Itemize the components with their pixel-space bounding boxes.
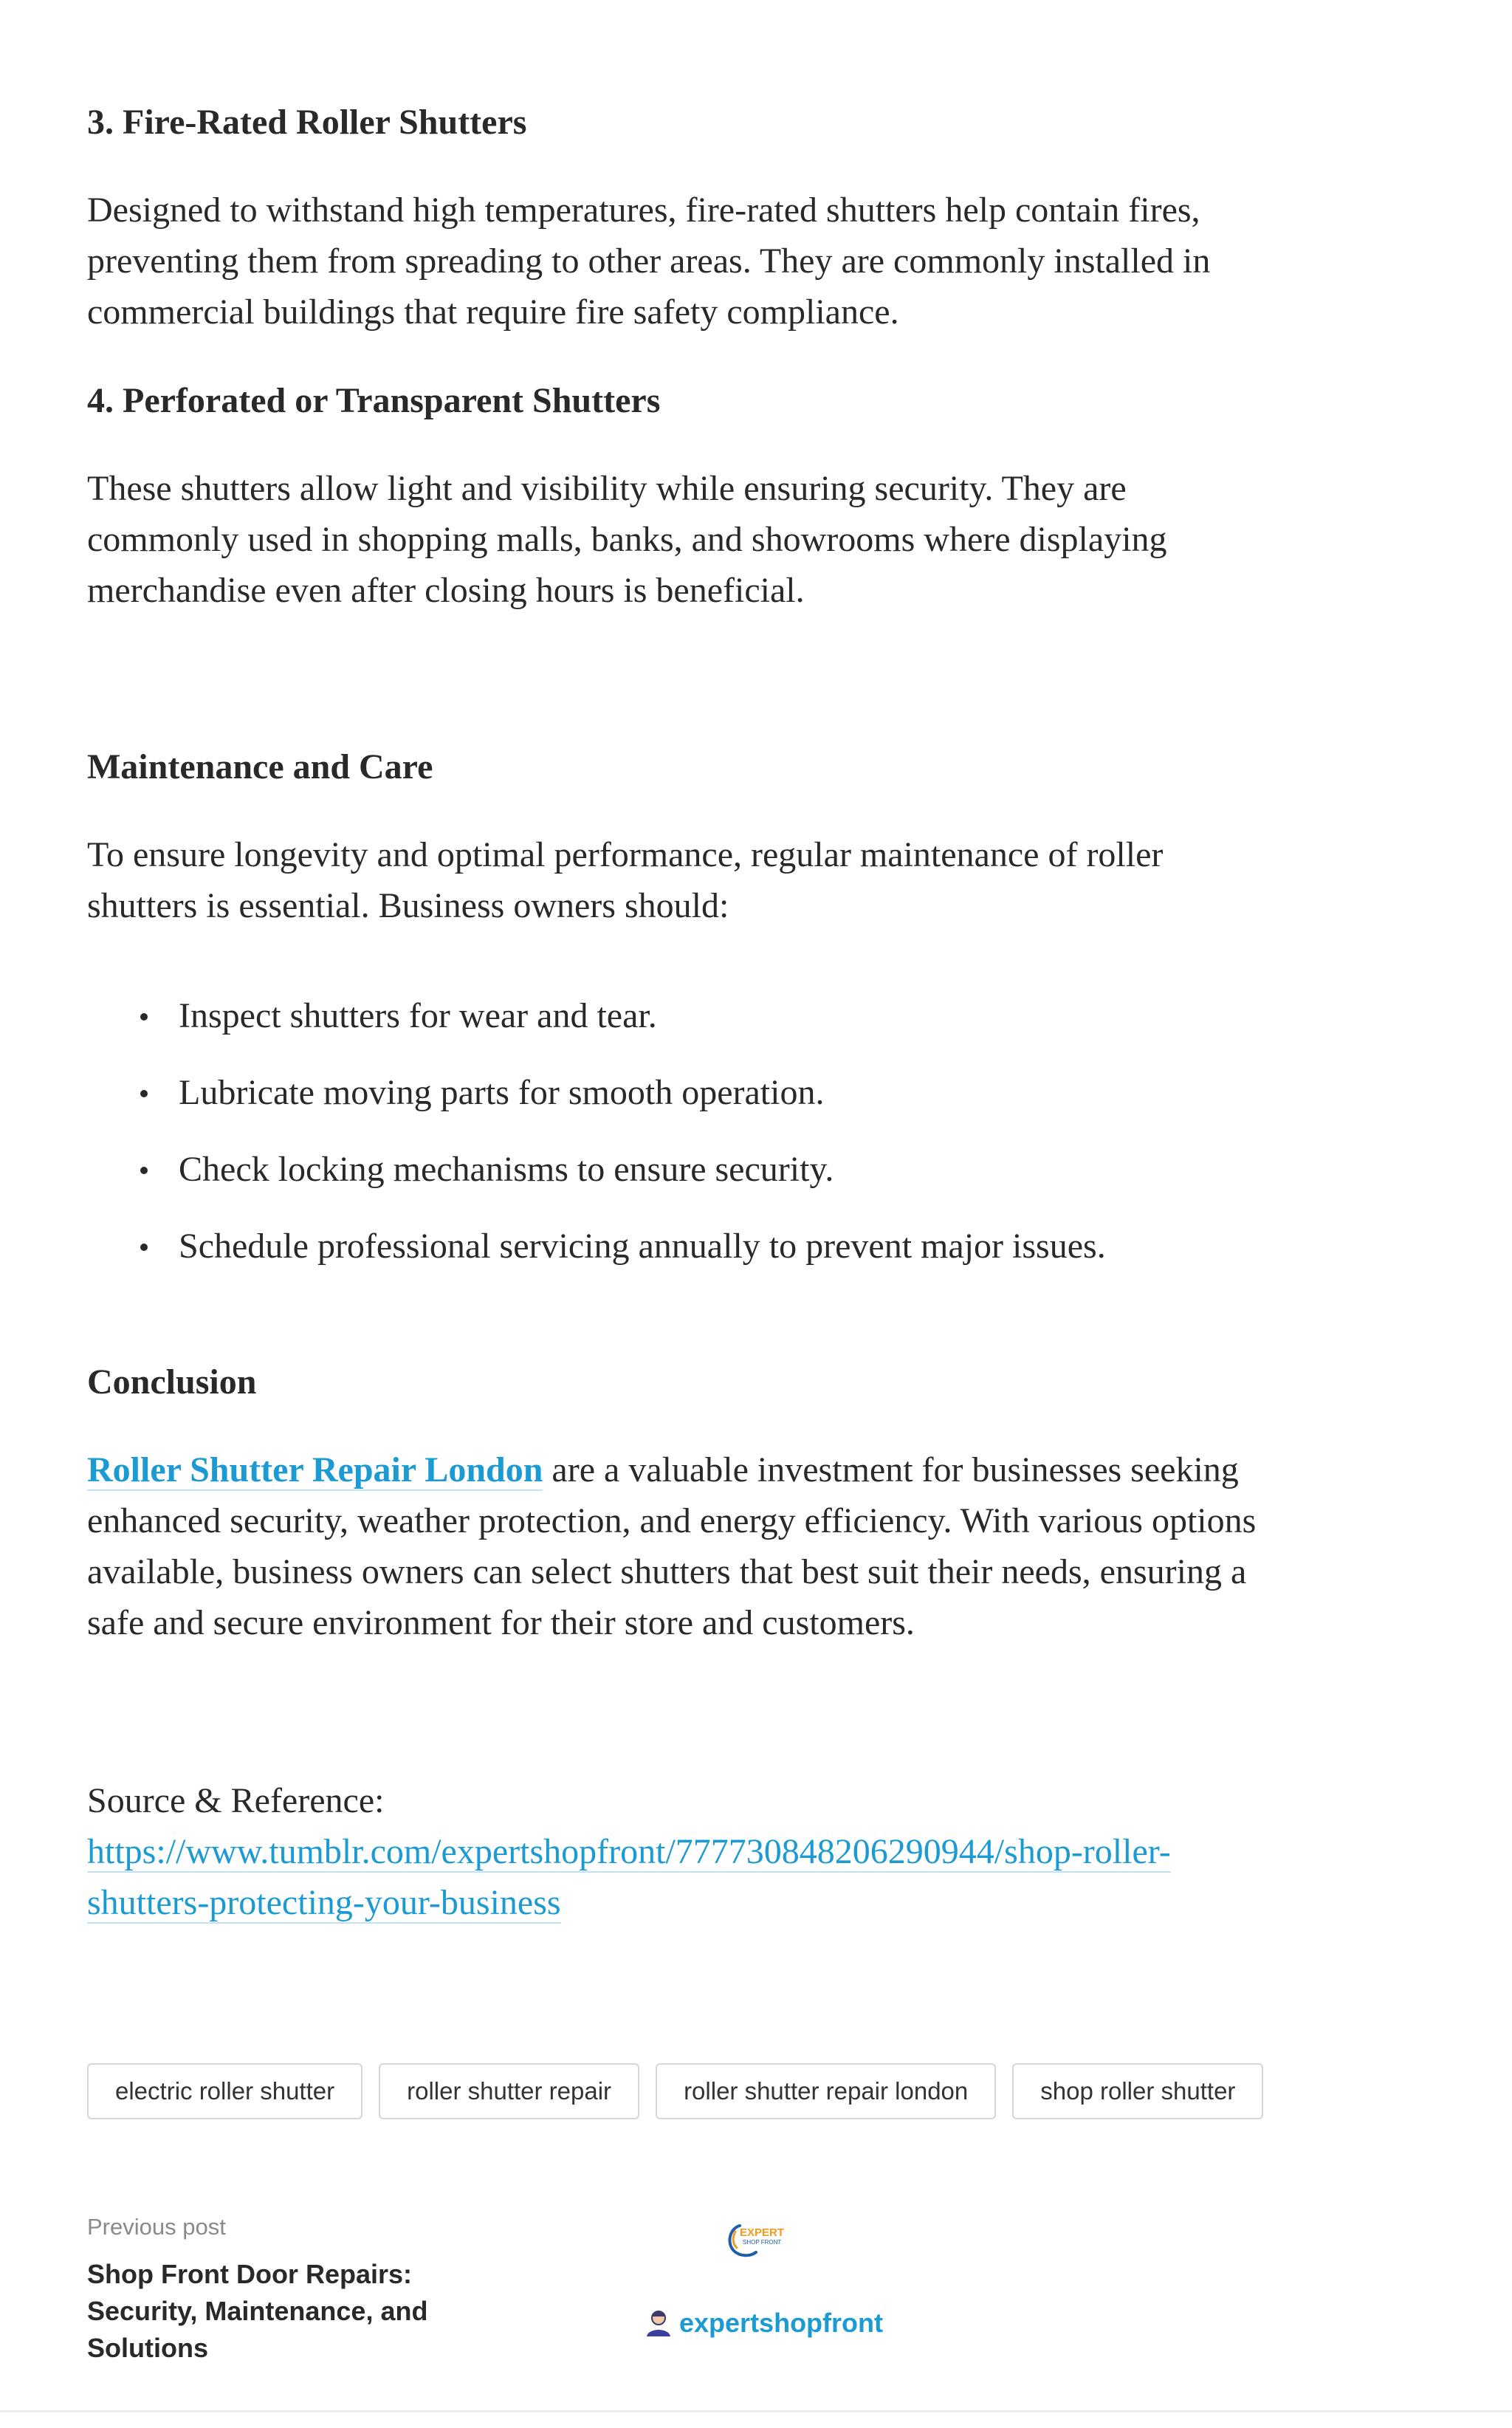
author-link[interactable]: [644, 2307, 883, 2339]
paragraph-maintenance: [87, 829, 1438, 931]
tag-list: [87, 2063, 1263, 2119]
paragraph-line: commercial buildings that require fire safety compliance.: [87, 292, 899, 332]
list-item: [87, 1066, 1106, 1143]
list-item-text: Schedule professional servicing annually to prevent major issues.: [179, 1227, 1106, 1266]
paragraph-line: merchandise even after closing hours is beneficial.: [87, 571, 805, 610]
expert-shop-front-logo-icon[interactable]: [724, 2218, 800, 2260]
paragraph-conclusion: [87, 1444, 1438, 1648]
section-heading-maintenance: Maintenance and Care: [87, 747, 433, 786]
source-url-link-continued[interactable]: shutters-protecting-your-business: [87, 1883, 561, 1922]
logo-text-expert: EXPERT: [740, 2226, 785, 2239]
footer-divider: [0, 2410, 1512, 2412]
tag-roller-shutter-repair[interactable]: roller shutter repair: [379, 2063, 639, 2119]
source-url-line: [87, 1826, 1438, 1877]
paragraph-line: enhanced security, weather protection, and energy efficiency. With various options: [87, 1501, 1257, 1540]
paragraph-line-rest: are a valuable investment for businesses seeking: [543, 1450, 1239, 1489]
section-heading-fire-rated: 3. Fire-Rated Roller Shutters: [87, 103, 527, 142]
list-item-text: Inspect shutters for wear and tear.: [179, 996, 657, 1035]
previous-post-link[interactable]: Shop Front Door Repairs: Security, Maintenance, and Solutions: [87, 2259, 428, 2363]
list-item: [87, 1220, 1106, 1297]
paragraph-line: [87, 1444, 1438, 1495]
paragraph-line: These shutters allow light and visibility while ensuring security. They are: [87, 469, 1127, 508]
source-url-link[interactable]: https://www.tumblr.com/expertshopfront/777730848206290944/shop-roller-: [87, 1832, 1171, 1871]
paragraph-line: To ensure longevity and optimal performance, regular maintenance of roller: [87, 835, 1164, 874]
paragraph-fire-rated: [87, 185, 1438, 337]
maintenance-list: [87, 990, 1106, 1297]
author-avatar-icon: [644, 2308, 673, 2338]
paragraph-line: preventing them from spreading to other areas. They are commonly installed in: [87, 241, 1211, 281]
bullet-dot: [140, 1167, 148, 1174]
list-item-text: Check locking mechanisms to ensure security.: [179, 1150, 834, 1189]
previous-post-label: Previous post: [87, 2214, 226, 2240]
paragraph-line: safe and secure environment for their store and customers.: [87, 1603, 915, 1642]
paragraph-line: commonly used in shopping malls, banks, and showrooms where displaying: [87, 520, 1167, 559]
tag-shop-roller-shutter[interactable]: shop roller shutter: [1012, 2063, 1263, 2119]
bullet-dot: [140, 1090, 148, 1097]
list-item: [87, 990, 1106, 1066]
bullet-dot: [140, 1013, 148, 1021]
list-item-text: Lubricate moving parts for smooth operation.: [179, 1073, 825, 1112]
list-item: [87, 1143, 1106, 1220]
logo-text-shop-front: SHOP FRONT: [743, 2239, 782, 2246]
section-heading-perforated: 4. Perforated or Transparent Shutters: [87, 381, 661, 420]
tag-roller-shutter-repair-london[interactable]: roller shutter repair london: [656, 2063, 996, 2119]
tag-electric-roller-shutter[interactable]: electric roller shutter: [87, 2063, 362, 2119]
author-name: expertshopfront: [679, 2308, 884, 2338]
roller-shutter-repair-london-link[interactable]: Roller Shutter Repair London: [87, 1450, 543, 1489]
source-label: Source & Reference:: [87, 1781, 385, 1820]
bullet-dot: [140, 1244, 148, 1251]
section-heading-conclusion: Conclusion: [87, 1362, 257, 1402]
source-reference: [87, 1775, 1438, 1928]
source-url-line: [87, 1877, 1438, 1928]
paragraph-line: shutters is essential. Business owners should:: [87, 886, 729, 925]
paragraph-perforated: [87, 463, 1438, 616]
paragraph-line: Designed to withstand high temperatures, fire-rated shutters help contain fires,: [87, 191, 1200, 230]
paragraph-line: available, business owners can select shutters that best suit their needs, ensuring a: [87, 1552, 1247, 1591]
